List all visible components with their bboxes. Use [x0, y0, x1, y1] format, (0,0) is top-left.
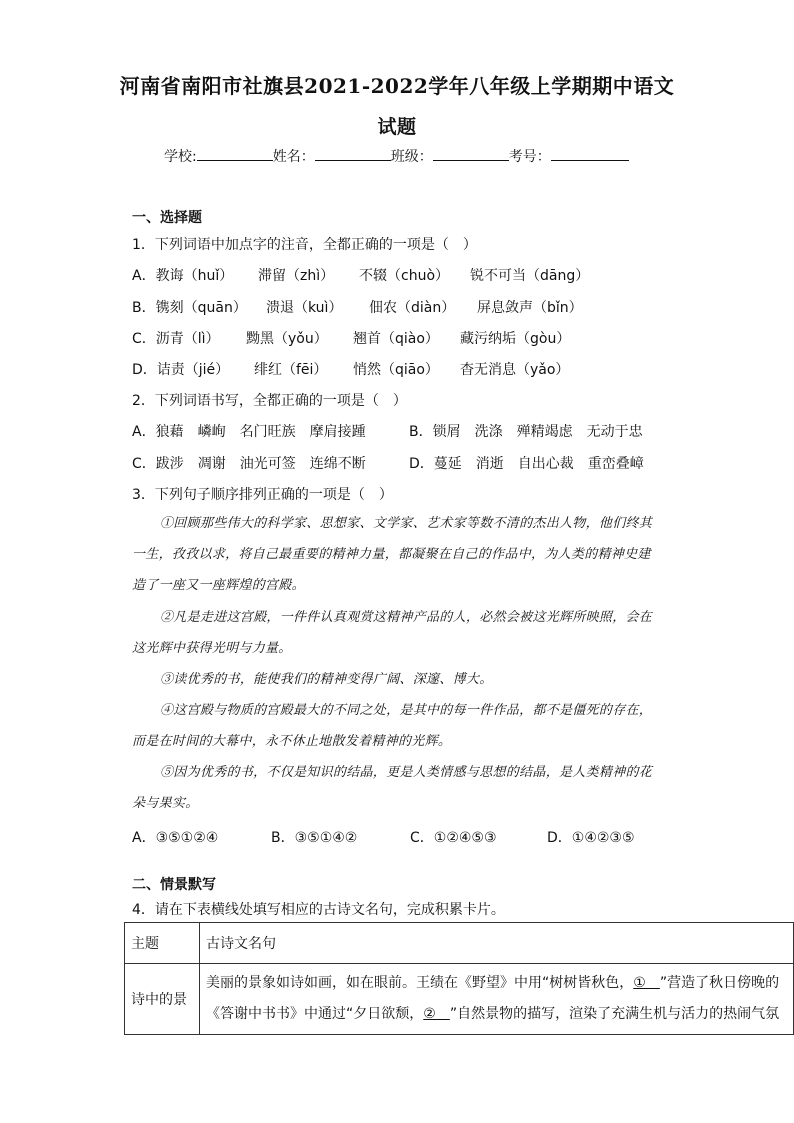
option-part: 屏息敛声（bǐn）	[477, 300, 583, 316]
question-3-sentence-3: ③读优秀的书，能使我们的精神变得广阔、深邃、博大。	[160, 672, 493, 687]
header-theme: 主题	[125, 923, 200, 964]
exam-no-blank[interactable]	[551, 148, 629, 161]
accumulation-card-table	[124, 922, 794, 1035]
question-3-sentence-4: ④这宫殿与物质的宫殿最大的不同之处，是其中的每一件作品，都不是僵死的存在，而是在时间的大幕中，永不休止地散发着精神的光辉。	[132, 703, 653, 749]
school-label: 学校:	[164, 149, 197, 165]
section-heading-recitation: 二、情景默写	[132, 877, 216, 893]
section-heading-choice: 一、选择题	[132, 210, 202, 226]
question-3-option-d[interactable]: D．①④②③⑤	[547, 830, 635, 846]
fill-blank-1[interactable]: ①	[633, 975, 660, 991]
option-part: 不辍（chuò）	[359, 268, 450, 284]
table-header-row	[125, 923, 794, 964]
question-3-option-c[interactable]: C．①②④⑤③	[410, 830, 497, 846]
question-4-stem: 4．请在下表横线处填写相应的古诗文名句，完成积累卡片。	[132, 902, 505, 918]
page-title-continued: 试题	[377, 116, 417, 138]
page-title: 河南省南阳市社旗县2021-2022学年八年级上学期期中语文	[119, 74, 675, 98]
name-blank[interactable]	[315, 148, 391, 161]
option-part: B．镌刻（quān）	[132, 300, 247, 316]
class-label: 班级：	[390, 149, 433, 165]
exam-no-label: 考号：	[508, 149, 551, 165]
row-line-2	[206, 999, 787, 1030]
question-3-sentence-1: ①回顾那些伟大的科学家、思想家、文学家、艺术家等数不清的杰出人物，他们终其一生，孜孜以求，将自己最重要的精神力量，都凝聚在自己的作品中，为人类的精神史建造了一座又一座辉煌的宫殿。	[132, 516, 653, 593]
header-quotes: 古诗文名句	[200, 923, 794, 964]
option-part: C．沥青（lì）	[132, 331, 220, 347]
option-part: 悄然（qiāo）	[353, 362, 439, 378]
row-quotes	[200, 964, 794, 1035]
row-theme: 诗中的景	[125, 964, 200, 1035]
row-line-1	[206, 968, 787, 999]
option-part: 翘首（qiào）	[353, 331, 439, 347]
option-part: 滞留（zhì）	[258, 268, 335, 284]
fill-blank-2[interactable]: ②	[423, 1006, 450, 1022]
student-info-line	[164, 146, 629, 166]
option-part: 黝黑（yǒu）	[246, 331, 328, 347]
option-part: 佃农（diàn）	[369, 300, 456, 316]
option-part: 锐不可当（dāng）	[470, 268, 590, 284]
option-part: 藏污纳垢（gòu）	[460, 331, 571, 347]
row-text: ”自然景物的描写，渲染了充满生机与活力的热闹气氛	[449, 1006, 780, 1022]
question-3-sentence-5: ⑤因为优秀的书，不仅是知识的结晶，更是人类情感与思想的结晶，是人类精神的花朵与果实。	[132, 765, 653, 811]
option-part: D．诘责（jié）	[132, 362, 230, 378]
table-row	[125, 964, 794, 1035]
question-1-stem: 1．下列词语中加点字的注音，全都正确的一项是（ ）	[132, 237, 477, 253]
question-2-option-c[interactable]: C．跋涉 凋谢 油光可签 连绵不断	[132, 456, 366, 472]
school-blank[interactable]	[197, 148, 273, 161]
question-2-option-d[interactable]: D．蔓延 消逝 自出心裁 重峦叠嶂	[409, 456, 644, 472]
class-blank[interactable]	[433, 148, 509, 161]
question-3-option-a[interactable]: A．③⑤①②④	[132, 830, 219, 846]
option-part: 绯红（fēi）	[254, 362, 328, 378]
option-part: 溃退（kuì）	[266, 300, 343, 316]
question-3-option-b[interactable]: B．③⑤①④②	[271, 830, 358, 846]
option-part: A．教诲（huǐ）	[132, 268, 234, 284]
question-3-stem: 3．下列句子顺序排列正确的一项是（ ）	[132, 487, 393, 503]
row-text: 《答谢中书书》中通过“夕日欲颓，	[206, 1006, 424, 1022]
question-3-sentence-2: ②凡是走进这宫殿，一件件认真观赏这精神产品的人，必然会被这光辉所映照，会在这光辉中获得光明与力量。	[132, 610, 653, 656]
row-text: 美丽的景象如诗如画，如在眼前。王绩在《野望》中用“树树皆秋色，	[206, 975, 634, 991]
question-2-stem: 2．下列词语书写，全都正确的一项是（ ）	[132, 393, 407, 409]
question-2-option-b[interactable]: B．锁屑 洗涤 殚精竭虑 无动于忠	[409, 424, 643, 440]
option-part: 杳无消息（yǎo）	[460, 362, 570, 378]
row-text: ”营造了秋日傍晚的	[659, 975, 780, 991]
name-label: 姓名：	[272, 149, 315, 165]
question-2-option-a[interactable]: A．狼藉 嶙峋 名门旺族 摩肩接踵	[132, 424, 366, 440]
